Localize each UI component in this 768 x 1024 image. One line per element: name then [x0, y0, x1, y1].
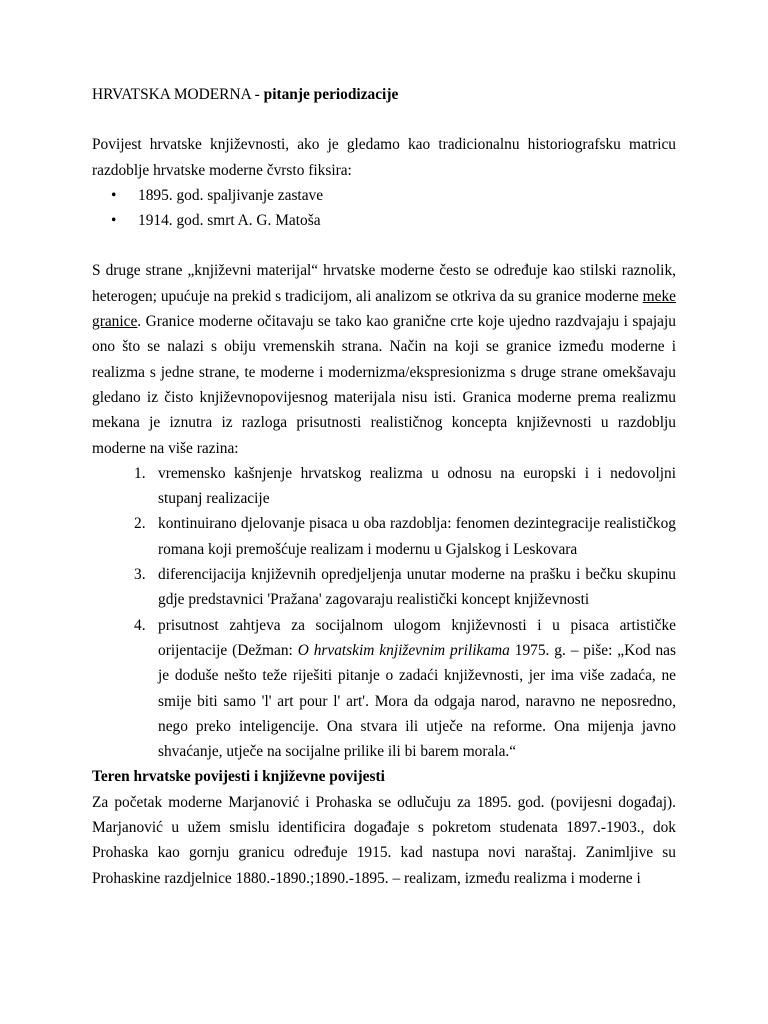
item-text: kontinuirano djelovanje pisaca u oba razdoblja: fenomen dezintegracije realističkog romana koji premošćuje realizam i modernu u Gjalskog i Leskovara: [158, 515, 676, 558]
bullet-icon: •: [111, 212, 117, 230]
document-body: [92, 82, 676, 891]
title-bold: pitanje periodizacije: [263, 86, 399, 103]
book-title: O hrvatskim književnim prilikama: [297, 641, 510, 659]
numbered-item: [92, 562, 676, 613]
numbered-item: [92, 461, 676, 512]
para2-text-a: S druge strane „književni materijal“ hrvatske moderne često se određuje kao stilski raznolik, heterogen; upućuje na prekid s tradicijom, ali analizom se otkriva da su granice moderne: [92, 262, 676, 305]
para2-text-b: . Granice moderne očitavaju se tako kao granične crte koje ujedno razdvajaju i spajaju ono što se nalazi s obiju vremenskih strana. Način na koji se granice između moderne i realizma s jedne strane, te moderne i modernizma/ekspresionizma s druge strane omekšavaju gledano iz čisto književnopovijesnog materijala nisu isti. Granica moderne prema realizmu mekana je iznutra iz razloga prisutnosti realističnog koncepta književnosti u razdoblju moderne na više razina:: [92, 313, 676, 457]
bullet-item: [92, 208, 676, 233]
bullet-text: 1895. god. spaljivanje zastave: [138, 186, 324, 204]
item-text-b: 1975. g. – piše: „Kod nas je doduše nešto teže riješiti pitanje o zadaći književnosti, jer ima više zadaća, ne smije biti samo 'l' art pour l' art'. Mora da odgaja narod, naravno ne neposredno, nego preko inteligencije. Ona stvara ili utječe na reforme. Ona mijenja javno shvaćanje, utječe na socijalne prilike ili bi barem morala.“: [158, 641, 677, 761]
title-plain: HRVATSKA MODERNA -: [92, 86, 264, 103]
item-number: 2.: [134, 515, 146, 533]
third-paragraph: Za početak moderne Marjanović i Prohaska se odlučuju za 1895. god. (povijesni događaj). Marjanović u užem smislu identificira događaje s pokretom studenata 1897.-1903., dok Prohaska kao gornju granicu određuje 1915. kad nastupa novi naraštaj. Zanimljive su Prohaskine razdjelnice 1880.-1890.;1890.-1895. – realizam, između realizma i moderne i: [92, 793, 676, 887]
document-title: [92, 82, 676, 107]
item-number: 1.: [134, 464, 146, 482]
bullet-item: [92, 183, 676, 208]
numbered-item: [92, 511, 676, 562]
bullet-text: 1914. god. smrt A. G. Matoša: [138, 212, 321, 230]
section-heading: Teren hrvatske povijesti i književne povijesti: [92, 768, 385, 786]
bullet-list: [92, 183, 676, 234]
item-text-a: prisutnost zahtjeva za socijalnom ulogom književnosti i u pisaca artističke orijentacije (Dežman:: [158, 616, 676, 659]
item-text: vremensko kašnjenje hrvatskog realizma u odnosu na europski i i nedovoljni stupanj realizacije: [158, 464, 676, 508]
item-number: 3.: [134, 566, 146, 584]
underlined-phrase: meke granice: [92, 287, 676, 331]
item-text: diferencijacija književnih opredjeljenja unutar moderne na prašku i bečku skupinu gdje predstavnici 'Pražana' zagovaraju realistički koncept književnosti: [158, 566, 676, 609]
item-number: 4.: [134, 616, 146, 634]
intro-paragraph: Povijest hrvatske književnosti, ako je gledamo kao tradicionalnu historiografsku matricu razdoblje hrvatske moderne čvrsto fiksira:: [92, 136, 676, 179]
numbered-list: [92, 461, 676, 765]
second-paragraph: [92, 258, 676, 460]
numbered-item: [92, 613, 676, 765]
bullet-icon: •: [111, 186, 117, 204]
